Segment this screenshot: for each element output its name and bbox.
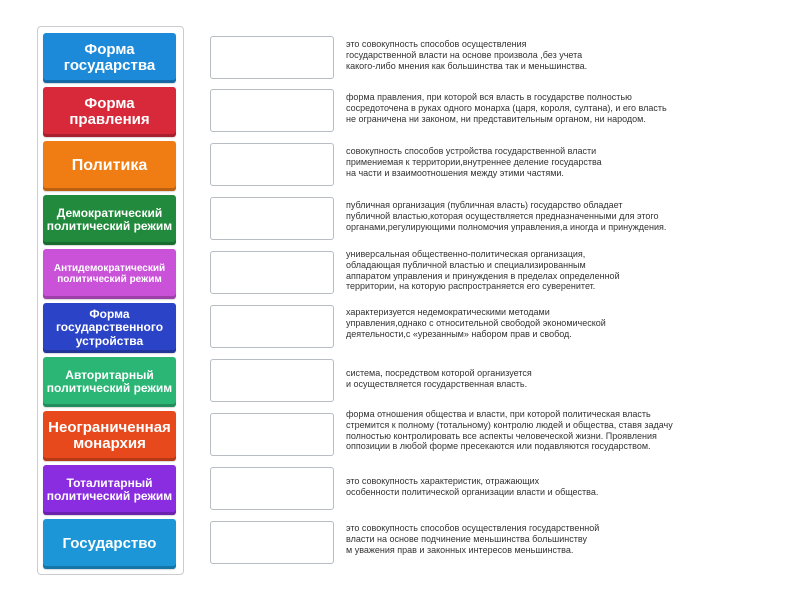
tile-label: Авторитарный политический режим	[46, 367, 173, 395]
tile-label: Форма государственного устройства	[55, 307, 164, 348]
tile-label: Политика	[71, 156, 148, 174]
tile-demokraticheskiy-rezhim[interactable]	[43, 195, 176, 245]
drop-box-6[interactable]	[210, 305, 334, 348]
definition-10: это совокупность способов осуществления государственной власти на основе подчинение меньшинства большинству м уважения прав и законных интересов меньшинства.	[346, 523, 600, 555]
tile-label: Государство	[62, 535, 157, 553]
tile-antidemokraticheskiy-rezhim[interactable]	[43, 249, 176, 299]
tile-avtoritarnyy-rezhim[interactable]	[43, 357, 176, 407]
tile-label: Форма государства	[63, 41, 156, 74]
tile-label: Антидемократический политический режим	[53, 262, 166, 285]
tile-politika[interactable]	[43, 141, 176, 191]
definition-1: это совокупность способов осуществления государственной власти на основе произвола ,без учета какого-либо мнения как большинства так и меньшинства.	[346, 39, 588, 71]
definition-9: это совокупность характеристик, отражающих особенности политической организации власти и общества.	[346, 476, 599, 497]
tile-label: Демократический политический режим	[46, 205, 173, 233]
drop-box-7[interactable]	[210, 359, 334, 402]
definition-6: характеризуется недемократическими методами управления,однако с относительной свободой экономической деятельности,с «урезанным» набором прав и свобод.	[346, 307, 606, 339]
definition-7: система, посредством которой организуется и осуществляется государственная власть.	[346, 368, 532, 389]
definition-8: форма отношения общества и власти, при которой политическая власть стремится к полному (тотальному) контролю людей и общества, ставя задачу полностью контролировать все аспекты человеческой жизни. Проявления оппозиции в любой форме пресекаются или подавляются государством.	[346, 409, 673, 452]
tile-forma-pravleniya[interactable]	[43, 87, 176, 137]
definition-2: форма правления, при которой вся власть в государстве полностью сосредоточена в руках одного монарха (царя, короля, султана), и его власть не ограничена ни законом, ни представительным органом, ни народом.	[346, 92, 667, 124]
definition-4: публичная организация (публичная власть) государство обладает публичной властью,которая осуществляется предназначенными для этого органами,регулирующими полномочия управления,а иногда и принуждения.	[346, 200, 667, 232]
drop-box-2[interactable]	[210, 89, 334, 132]
tile-label: Форма правления	[69, 95, 150, 128]
tile-label: Тоталитарный политический режим	[46, 475, 173, 503]
tile-forma-gosudarstvennogo-ustroystva[interactable]	[43, 303, 176, 353]
tile-forma-gosudarstva[interactable]	[43, 33, 176, 83]
drop-box-3[interactable]	[210, 143, 334, 186]
tile-gosudarstvo[interactable]	[43, 519, 176, 569]
tile-label: Неограниченная монархия	[48, 419, 171, 452]
tile-totalitarnyy-rezhim[interactable]	[43, 465, 176, 515]
drop-box-10[interactable]	[210, 521, 334, 564]
definition-5: универсальная общественно-политическая организация, обладающая публичной властью и специализированным аппаратом управления и принуждения в пределах определенной территории, на которую распространяется его суверенитет.	[346, 249, 620, 292]
definition-3: совокупность способов устройства государственной власти примениемая к территории,внутреннее деление государства на части и взаимоотношения между этими частями.	[346, 146, 602, 178]
drop-box-4[interactable]	[210, 197, 334, 240]
tile-neogranichennaya-monarkhiya[interactable]	[43, 411, 176, 461]
drop-box-8[interactable]	[210, 413, 334, 456]
drop-box-9[interactable]	[210, 467, 334, 510]
drop-box-1[interactable]	[210, 36, 334, 79]
drop-box-5[interactable]	[210, 251, 334, 294]
